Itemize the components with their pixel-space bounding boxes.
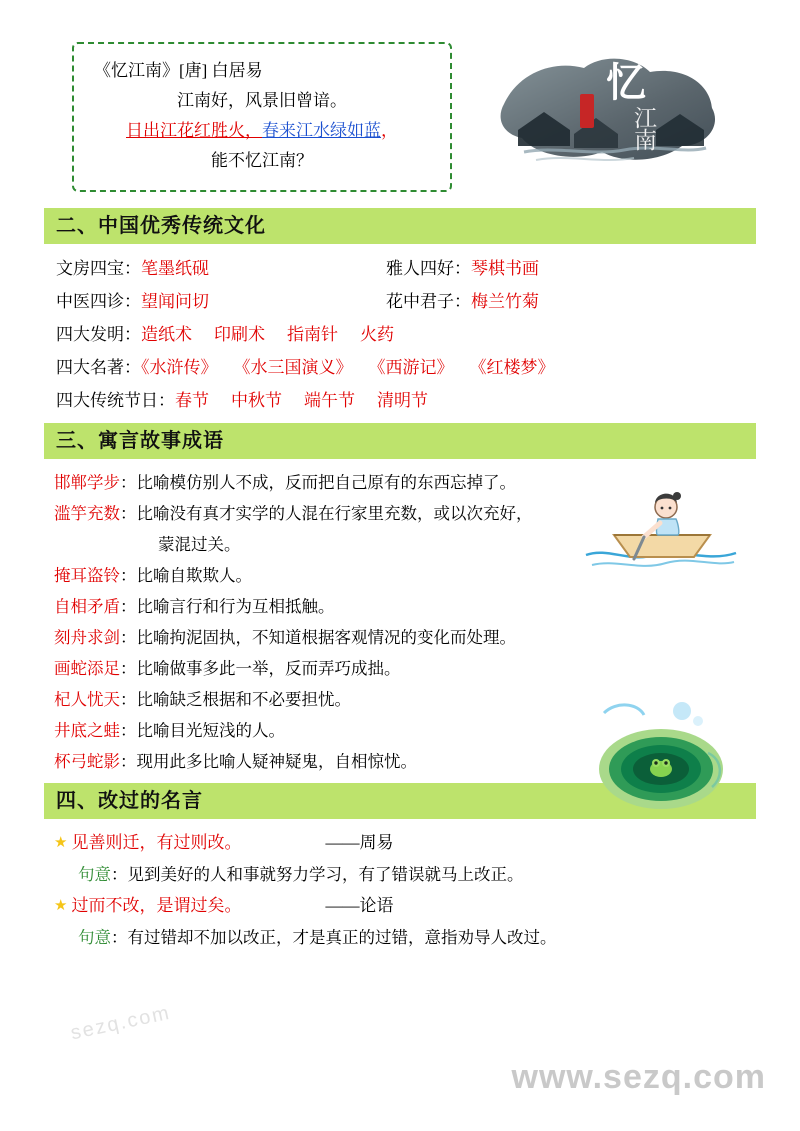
idiom-term: 掩耳盗铃 [54, 566, 120, 585]
culture-value: 笔墨纸砚 [141, 259, 209, 278]
festival-item: 端午节 [304, 391, 355, 410]
idiom-explanation: ：比喻自欺欺人。 [120, 566, 252, 585]
idiom-term: 自相矛盾 [54, 597, 120, 616]
quote-text: 见善则迁，有过则改。 [71, 833, 242, 852]
idiom-term: 画蛇添足 [54, 659, 120, 678]
svg-text:江: 江 [634, 106, 657, 131]
invention-item: 造纸术 [141, 325, 192, 344]
invention-item: 指南针 [287, 325, 338, 344]
poem-title: 《忆江南》[唐] 白居易 [94, 61, 263, 80]
watermark-faint: sezq.com [68, 1001, 173, 1045]
culture-row-inventions [56, 318, 748, 351]
idiom-explanation: ：比喻拘泥固执，不知道根据客观情况的变化而处理。 [120, 628, 516, 647]
idiom-list [44, 467, 756, 777]
festival-item: 中秋节 [231, 391, 282, 410]
idiom-explanation-wrap: 蒙混过关。 [158, 535, 241, 554]
idiom-item [54, 653, 748, 684]
quote-text: 过而不改，是谓过矣。 [71, 896, 242, 915]
quote-meaning [54, 922, 748, 953]
quote-source: ——周易 [325, 833, 394, 852]
culture-value: 望闻问切 [141, 292, 209, 311]
culture-value: 梅兰竹菊 [471, 292, 539, 311]
idiom-explanation: ：比喻言行和行为互相抵触。 [120, 597, 335, 616]
festival-item: 春节 [175, 391, 209, 410]
section-heading-fable-idioms: 三、寓言故事成语 [44, 423, 756, 459]
poem-box [72, 42, 452, 192]
invention-item: 印刷术 [214, 325, 265, 344]
quote-source: ——论语 [325, 896, 394, 915]
culture-row-classics [56, 351, 748, 384]
quote-item [54, 827, 748, 859]
classic-item: 《水三国演义》 [233, 358, 353, 377]
poem-line-2: 江南好，风景旧曾谙。 [177, 91, 347, 110]
idiom-explanation: ：比喻目光短浅的人。 [120, 721, 285, 740]
idiom-item [54, 591, 748, 622]
culture-list [44, 252, 756, 417]
quote-meaning-label: 句意 [78, 865, 111, 884]
idiom-term: 杞人忧天 [54, 690, 120, 709]
classics-label: 四大名著： [56, 358, 141, 377]
culture-label: 中医四诊： [56, 292, 141, 311]
idiom-explanation: ：比喻模仿别人不成，反而把自己原有的东西忘掉了。 [120, 473, 516, 492]
quote-meaning-label: 句意 [78, 928, 111, 947]
culture-label: 雅人四好： [386, 259, 471, 278]
quote-meaning-text: ：有过错却不加以改正，才是真正的过错，意指劝导人改过。 [111, 928, 557, 947]
idiom-term: 邯郸学步 [54, 473, 120, 492]
boat-illustration [582, 477, 742, 573]
festivals-label: 四大传统节日： [56, 391, 175, 410]
well-illustration [586, 695, 736, 813]
idiom-explanation: ：现用此多比喻人疑神疑鬼，自相惊忧。 [120, 752, 417, 771]
poem-line-4: 能不忆江南？ [211, 151, 313, 170]
svg-text:忆: 忆 [606, 60, 646, 105]
svg-text:南: 南 [634, 128, 657, 153]
culture-row-festivals [56, 384, 748, 417]
section-heading-quotes: 四、改过的名言 [44, 783, 756, 819]
poem-line-3 [88, 116, 436, 146]
poem-section [44, 34, 756, 202]
culture-value: 琴棋书画 [471, 259, 539, 278]
section-heading-traditional-culture: 二、中国优秀传统文化 [44, 208, 756, 244]
watermark-main: www.sezq.com [511, 1058, 766, 1096]
festival-item: 清明节 [377, 391, 428, 410]
inventions-label: 四大发明： [56, 325, 141, 344]
poem-line-3-tail: ， [381, 121, 398, 140]
invention-item: 火药 [360, 325, 394, 344]
idiom-term: 杯弓蛇影 [54, 752, 120, 771]
quote-item [54, 890, 748, 922]
quote-meaning-text: ：见到美好的人和事就努力学习，有了错误就马上改正。 [111, 865, 524, 884]
classic-item: 《西游记》 [368, 358, 454, 377]
idiom-item [54, 622, 748, 653]
classic-item: 《红楼梦》 [469, 358, 555, 377]
poem-line-3-blue: 春来江水绿如蓝 [262, 121, 381, 140]
classic-item: 《水浒传》 [141, 358, 218, 377]
culture-row [56, 252, 748, 285]
poem-line-3-red: 日出江花红胜火， [126, 121, 262, 140]
quote-list [44, 827, 756, 953]
idiom-explanation: ：比喻做事多此一举，反而弄巧成拙。 [120, 659, 401, 678]
idiom-explanation: ：比喻没有真才实学的人混在行家里充数，或以次充好， [120, 504, 533, 523]
idiom-term: 滥竽充数 [54, 504, 120, 523]
idiom-term: 刻舟求剑 [54, 628, 120, 647]
star-icon: ★ [54, 897, 68, 914]
idiom-term: 井底之蛙 [54, 721, 120, 740]
poem-illustration [484, 34, 734, 184]
idiom-explanation: ：比喻缺乏根据和不必要担忧。 [120, 690, 351, 709]
quote-meaning [54, 859, 748, 890]
star-icon: ★ [54, 834, 68, 851]
culture-row [56, 285, 748, 318]
culture-label: 花中君子： [386, 292, 471, 311]
culture-label: 文房四宝： [56, 259, 141, 278]
